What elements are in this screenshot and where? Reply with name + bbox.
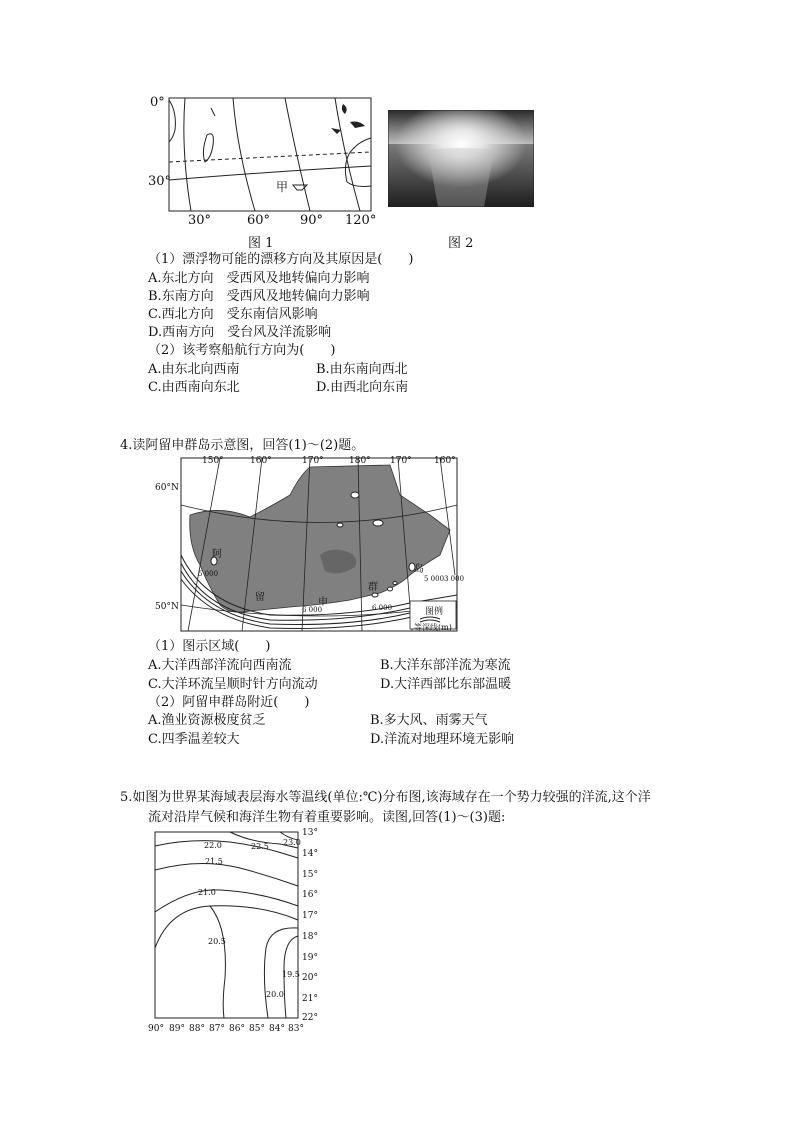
isotherm-y-label-15: 15° [302,870,318,880]
fig1-caption: 图 1 [248,236,274,251]
aleutian-place-label-qun: 群 [368,582,378,593]
isotherm-y-label-18: 18° [302,932,318,942]
q4-sub2-option-d: D.洋流对地理环境无影响 [370,732,515,747]
isotherm-label-23-0: 23.0 [283,838,301,847]
q5-stem-line-2: 流对沿岸气候和海洋生物有着重要影响。读图,回答(1)～(3)题: [148,810,506,825]
isotherm-label-22-5: 22.5 [251,842,269,851]
isotherm-y-label-20: 20° [302,973,318,983]
q4-stem: 4.读阿留申群岛示意图，回答(1)～(2)题。 [120,438,365,453]
aleutian-contour-label-5: 6 000 [372,604,393,612]
fig2-caption: 图 2 [448,236,474,251]
q3-sub1-option-d: D.西南方向 受台风及洋流影响 [148,325,332,340]
aleutian-place-label-liu: 留 [255,592,265,603]
isotherm-y-label-16: 16° [302,890,318,900]
q3-sub2-option-c: C.由西南向东北 [148,380,240,395]
q3-sub1-option-b: B.东南方向 受西风及地转偏向力影响 [148,289,370,304]
aleutian-lon-label-160e: 160° [434,456,456,466]
fig1-lon-label-90: 90° [300,213,324,228]
isotherm-label-21-0: 21.0 [198,888,216,897]
aleutian-lon-label-150: 150° [202,456,224,466]
aleutian-contour-label-4: 6 000 [302,606,323,614]
fig1-lat-label-0: 0° [150,95,165,110]
q3-sub2-option-b: B.由东南向西北 [316,362,408,377]
aleutian-place-label-dao: 岛 [414,564,424,575]
figure-1-map [145,90,380,230]
isotherm-x-label-84: 84° [269,1024,285,1034]
fig1-lon-label-120: 120° [345,213,377,228]
isotherm-y-label-19: 19° [302,953,318,963]
aleutian-place-label-shen: 申 [318,597,328,608]
q4-sub1-option-c: C.大洋环流呈顺时针方向流动 [148,677,318,692]
aleutian-lon-label-180: 180° [349,456,371,466]
aleutian-legend-item: 等深线(m) [414,623,452,632]
aleutian-lon-label-160w: 160° [250,456,272,466]
fig1-lon-label-60: 60° [247,213,271,228]
q3-sub2-option-a: A.由东北向西南 [148,362,240,377]
q4-sub1-option-a: A.大洋西部洋流向西南流 [148,658,292,673]
q3-sub1-option-c: C.西北方向 受东南信风影响 [148,307,318,322]
isotherm-label-21-5: 21.5 [205,857,223,866]
isotherm-y-label-17: 17° [302,911,318,921]
isotherm-x-label-85: 85° [249,1024,265,1034]
q4-sub2-option-c: C.四季温差较大 [148,732,240,747]
isotherm-x-label-89: 89° [169,1024,185,1034]
q3-sub1-option-a: A.东北方向 受西风及地转偏向力影响 [148,271,370,286]
isotherm-label-20-5: 20.5 [208,937,226,946]
q5-stem-line-1: 5.如图为世界某海域表层海水等温线(单位:℃)分布图,该海域存在一个势力较强的洋流,这个洋 [120,790,651,805]
aleutian-lon-label-170: 170° [302,456,324,466]
q3-sub2-stem: （2）该考察船航行方向为( ) [148,343,336,358]
isotherm-x-label-87: 87° [209,1024,225,1034]
fig1-lon-label-30: 30° [188,213,212,228]
q4-sub1-option-d: D.大洋西部比东部温暖 [380,677,512,692]
q3-sub1-stem: （1）漂浮物可能的漂移方向及其原因是( ) [148,252,414,267]
aleutian-contour-label-3: 3 000 [444,575,465,583]
isotherm-label-19-5: 19.5 [282,970,300,979]
aleutian-contour-label-2: 5 000 [424,575,445,583]
aleutian-contour-label-1: 5 000 [198,570,219,578]
aleutian-place-label-a: 阿 [212,549,222,560]
q3-sub2-option-d: D.由西北向东南 [316,380,409,395]
q4-sub1-option-b: B.大洋东部洋流为寒流 [380,658,511,673]
fig1-lat-label-30: 30° [148,174,172,189]
q4-sub1-stem: （1）图示区域( ) [148,639,271,654]
isotherm-label-20-0: 20.0 [266,990,284,999]
isotherm-label-22-0: 22.0 [204,841,222,850]
q4-sub2-option-a: A.渔业资源极度贫乏 [148,713,266,728]
q4-sub2-option-b: B.多大风、雨雾天气 [370,713,488,728]
figure-2-sunset-photo [388,110,534,207]
aleutian-lat-label-60n: 60°N [155,483,179,493]
aleutian-legend-title: 图例 [425,607,444,617]
fig1-point-label: 甲 [276,180,289,194]
q4-sub2-stem: （2）阿留申群岛附近( ) [148,695,310,710]
aleutian-lon-label-170e: 170° [390,456,412,466]
aleutian-lat-label-50n: 50°N [155,602,179,612]
isotherm-y-label-22: 22° [302,1013,318,1023]
isotherm-y-label-21: 21° [302,994,318,1004]
isotherm-x-label-90: 90° [148,1024,164,1034]
isotherm-x-label-86: 86° [229,1024,245,1034]
isotherm-x-label-88: 88° [189,1024,205,1034]
isotherm-x-label-83: 83° [288,1024,304,1034]
isotherm-y-label-14: 14° [302,849,318,859]
isotherm-y-label-13: 13° [302,828,318,838]
